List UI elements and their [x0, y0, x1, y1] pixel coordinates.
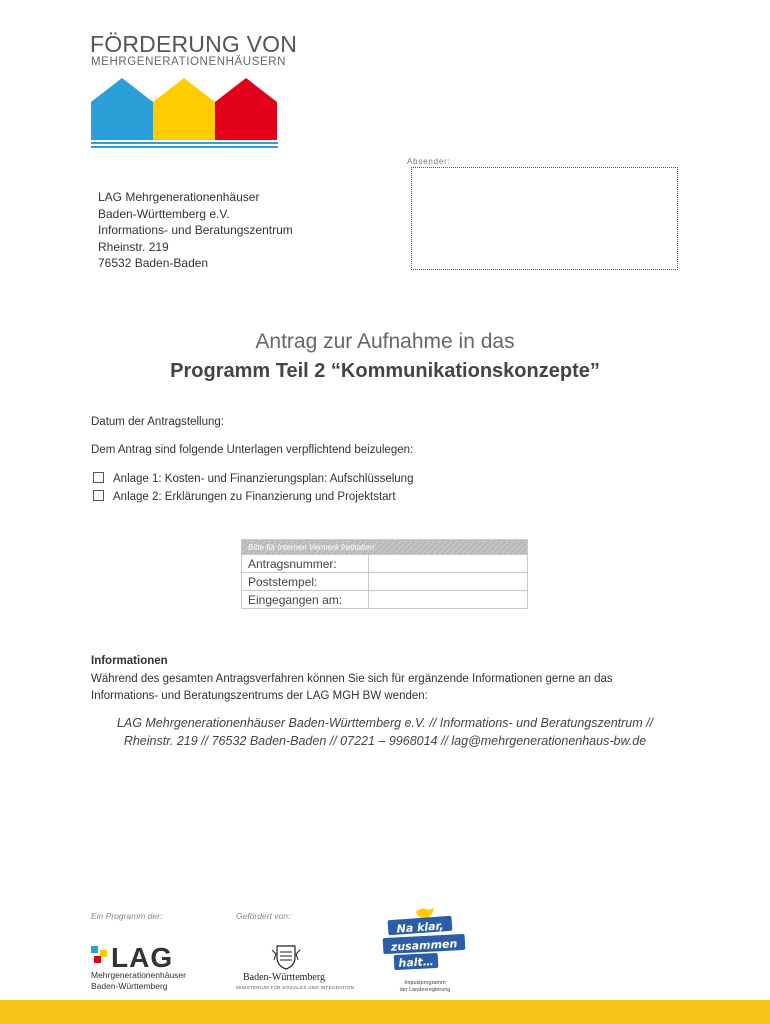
info-heading: Informationen [91, 655, 168, 667]
received-date-field[interactable] [369, 591, 528, 609]
internal-note-table [241, 539, 528, 609]
campaign-subtitle [380, 980, 470, 993]
document-title: Antrag zur Aufnahme in das [255, 330, 515, 353]
logo-subtitle: MEHRGENERATIONENHÄUSERN [91, 56, 287, 68]
row-label: Eingegangen am: [242, 591, 369, 609]
table-row [242, 555, 528, 573]
ministry-name: Baden-Württemberg [243, 972, 326, 983]
attachment-label: Anlage 2: Erklärungen zu Finanzierung und Projektstart [113, 491, 396, 503]
funded-label: Gefördert von: [236, 911, 291, 921]
address-line: Rheinstr. 219 [98, 239, 169, 254]
lag-sub-line: Baden-Württemberg [91, 980, 168, 991]
lag-logo-subtitle [91, 970, 186, 991]
info-text: Informations- und Beratungszentrums der LAG MGH BW wenden: [91, 690, 428, 702]
attachment-label: Anlage 1: Kosten- und Finanzierungsplan: Aufschlüsselung [113, 473, 414, 485]
program-label: Ein Programm der: [91, 911, 163, 921]
contact-line: Rheinstr. 219 // 76532 Baden-Baden // 07221 – 9968014 // lag@mehrgenerationenhaus-bw.de [123, 734, 647, 748]
table-row [242, 573, 528, 591]
attachment-item [93, 472, 413, 485]
row-label: Antragsnummer: [242, 555, 369, 573]
footer-bar [0, 1000, 770, 1024]
coat-of-arms-icon [271, 944, 301, 970]
logo-rule [91, 146, 278, 148]
address-line: Informations- und Beratungszentrum [98, 223, 293, 237]
application-number-field[interactable] [369, 555, 528, 573]
lag-logo-text: LAG [111, 942, 174, 973]
attachment-item [93, 490, 396, 503]
postmark-field[interactable] [369, 573, 528, 591]
recipient-address [98, 189, 293, 272]
lag-logo-icon [91, 946, 111, 968]
address-line: Baden-Württemberg e.V. [98, 206, 230, 221]
address-line: 76532 Baden-Baden [98, 256, 209, 270]
ministry-subtitle: MINISTERIUM FÜR SOZIALES UND INTEGRATION [236, 985, 355, 990]
table-row [242, 591, 528, 609]
internal-note-header: Bitte für internen Vermerk freihalten: [242, 540, 528, 555]
campaign-badge-icon [380, 906, 470, 978]
sender-field[interactable] [411, 167, 678, 270]
campaign-text: Na klar, [396, 919, 444, 936]
campaign-text: halt… [398, 955, 435, 970]
attachments-intro: Dem Antrag sind folgende Unterlagen verpflichtend beizulegen: [91, 444, 414, 456]
contact-line: LAG Mehrgenerationenhäuser Baden-Württemberg e.V. // Informations- und Beratungszentrum // [116, 716, 654, 730]
checkbox[interactable] [93, 490, 104, 501]
checkbox[interactable] [93, 472, 104, 483]
sender-label: Absender: [407, 157, 451, 166]
address-line: LAG Mehrgenerationenhäuser [98, 190, 260, 204]
program-title: Programm Teil 2 “Kommunikationskonzepte” [170, 360, 600, 382]
campaign-sub-line: der Landesregierung [399, 986, 451, 993]
row-label: Poststempel: [242, 573, 369, 591]
logo-title: FÖRDERUNG VON [90, 31, 298, 57]
campaign-text: zusammen [390, 937, 458, 954]
logo-rule [91, 142, 278, 144]
info-text: Während des gesamten Antragsverfahren können Sie sich für ergänzende Informationen gerne an das [91, 673, 613, 685]
lag-sub-line: Mehrgenerationenhäuser [91, 970, 186, 980]
application-date-label: Datum der Antragstellung: [91, 416, 224, 428]
houses-logo-icon [91, 78, 278, 140]
campaign-sub-line: Impulsprogramm [404, 980, 446, 986]
